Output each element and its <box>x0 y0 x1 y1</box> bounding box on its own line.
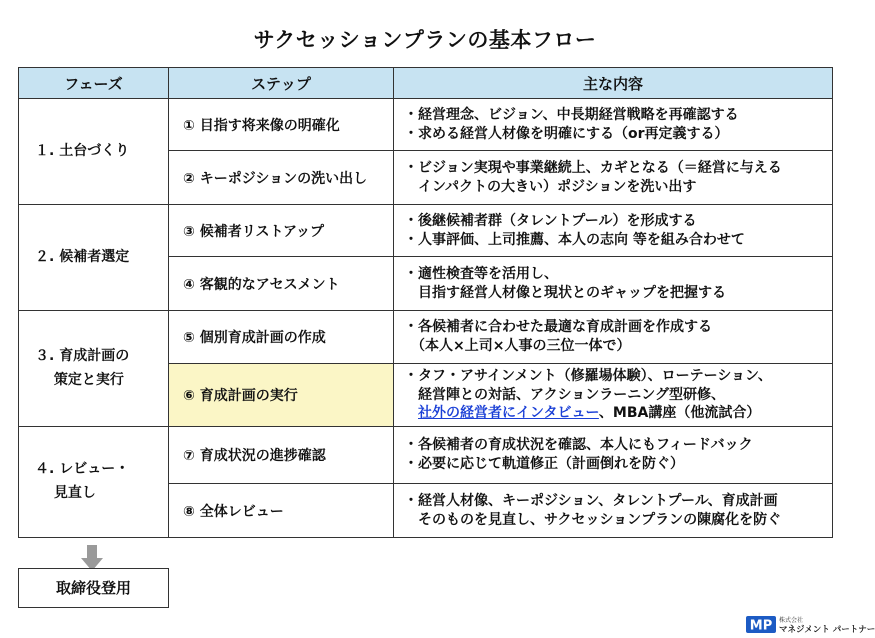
content-cell-4 <box>394 257 833 311</box>
step-cell-5: ⑤ 個別育成計画の作成 <box>169 311 394 364</box>
mp-logo-icon <box>746 613 776 635</box>
logo-mark-text: MP <box>749 618 773 634</box>
step-cell-7: ⑦ 育成状況の進捗確認 <box>169 427 394 484</box>
header-content: 主な内容 <box>394 68 833 99</box>
step-cell-4: ④ 客観的なアセスメント <box>169 257 394 311</box>
logo-company-name: マネジメント パートナー <box>779 625 875 635</box>
page-title: サクセッションプランの基本フロー <box>253 28 597 52</box>
phase-cell-4 <box>19 427 169 538</box>
content-line-suffix: 、MBA講座（他流試合） <box>598 405 761 422</box>
interview-link[interactable]: 社外の経営者にインタビュー <box>418 405 599 422</box>
content-cell-7 <box>394 427 833 484</box>
phase-label: ４. レビュー・ <box>35 461 130 478</box>
phase-cell-1 <box>19 99 169 205</box>
content-cell-2 <box>394 151 833 205</box>
content-cell-5 <box>394 311 833 364</box>
content-cell-8 <box>394 484 833 538</box>
content-cell-6 <box>394 364 833 427</box>
header-step: ステップ <box>169 68 394 99</box>
table-row <box>19 205 833 257</box>
table-row <box>19 99 833 151</box>
phase-label-cont: 策定と実行 <box>35 371 124 388</box>
succession-flow-table <box>18 67 833 538</box>
content-line: 目指す経営人材像と現状とのギャップを把握する <box>404 284 726 301</box>
phase-label: ２. 候補者選定 <box>35 248 130 265</box>
content-line: ・後継候補者群（タレントプール）を形成する <box>404 212 697 229</box>
logo-company-type: 株式会社 <box>779 617 804 624</box>
content-line: ・必要に応じて軌道修正（計画倒れを防ぐ） <box>404 456 684 472</box>
step-cell-2: ② キーポジションの洗い出し <box>169 151 394 205</box>
table-header-row <box>19 68 833 99</box>
content-line: ・各候補者に合わせた最適な育成計画を作成する <box>404 319 712 336</box>
content-line: ・タフ・アサインメント（修羅場体験）、ローテーション、 <box>404 367 772 384</box>
phase-label-cont: 見直し <box>35 485 96 501</box>
table-row <box>19 311 833 364</box>
content-line <box>404 404 826 423</box>
content-line: 経営陣との対話、アクションラーニング型研修、 <box>404 386 726 403</box>
step-cell-6-highlighted: ⑥ 育成計画の実行 <box>169 364 394 427</box>
content-line: ・求める経営人材像を明確にする（or再定義する） <box>404 125 729 142</box>
content-line: ・人事評価、上司推薦、本人の志向 等を組み合わせて <box>404 231 745 248</box>
content-line: ・経営理念、ビジョン、中長期経営戦略を再確認する <box>404 106 739 123</box>
final-step-box: 取締役登用 <box>18 568 169 608</box>
step-cell-1: ① 目指す将来像の明確化 <box>169 99 394 151</box>
content-line: ・経営人材像、キーポジション、タレントプール、育成計画 <box>404 492 778 509</box>
company-logo <box>746 613 875 635</box>
content-line: そのものを見直し、サクセッションプランの陳腐化を防ぐ <box>404 511 782 528</box>
header-phase: フェーズ <box>19 68 169 99</box>
phase-label: ３. 育成計画の <box>35 347 130 364</box>
content-line: ・適性検査等を活用し、 <box>404 265 558 282</box>
content-line: インパクトの大きい）ポジションを洗い出す <box>404 178 697 195</box>
content-cell-3 <box>394 205 833 257</box>
content-cell-1 <box>394 99 833 151</box>
step-cell-8: ⑧ 全体レビュー <box>169 484 394 538</box>
content-line: （本人×上司×人事の三位一体で） <box>404 338 631 354</box>
phase-cell-2 <box>19 205 169 311</box>
table-row <box>19 427 833 484</box>
step-cell-3: ③ 候補者リストアップ <box>169 205 394 257</box>
phase-label: １. 土台づくり <box>35 142 130 159</box>
content-line: ・ビジョン実現や事業継続上、カギとなる（＝経営に与える <box>404 159 782 176</box>
phase-cell-3 <box>19 311 169 427</box>
content-line-indent <box>404 405 418 421</box>
content-line: ・各候補者の育成状況を確認、本人にもフィードバック <box>404 437 753 454</box>
